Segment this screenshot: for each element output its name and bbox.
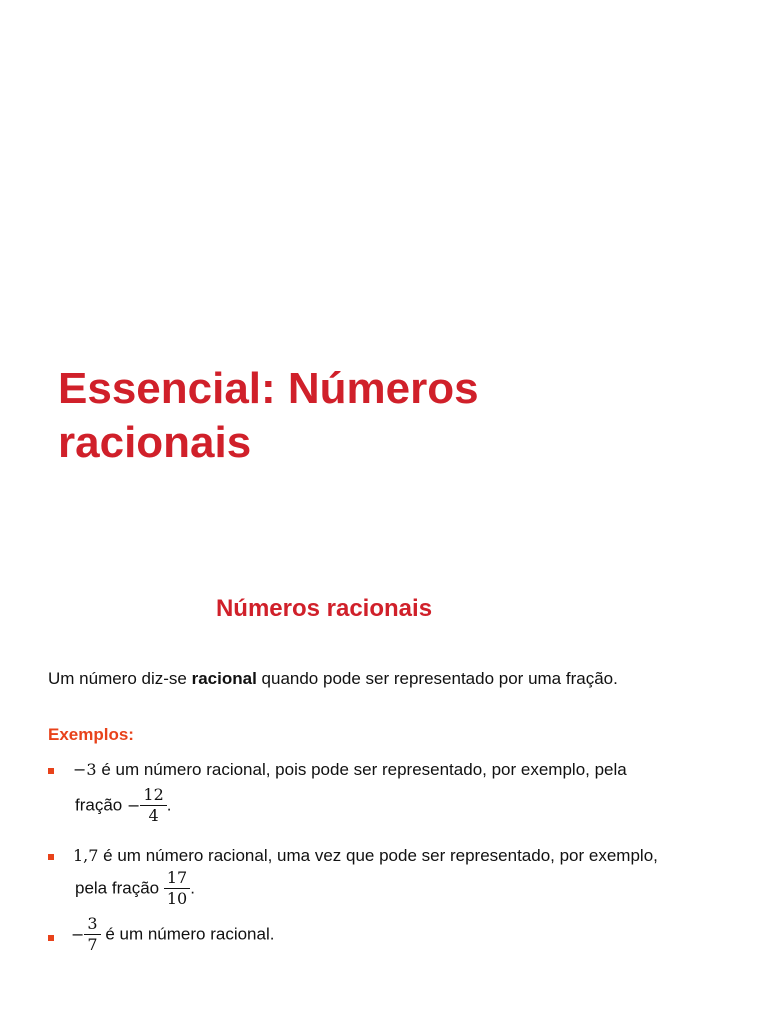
slide-title-line1: Essencial: Números bbox=[58, 364, 479, 413]
example-1-math: −3 bbox=[73, 760, 97, 779]
example-2-line2 bbox=[75, 868, 195, 909]
example-1-line2 bbox=[75, 785, 171, 826]
example-2-text-line2: pela fração bbox=[75, 878, 164, 898]
example-1-end: . bbox=[166, 795, 172, 815]
example-1-fraction-sign: − bbox=[126, 796, 141, 815]
example-1-fraction-denominator: 4 bbox=[148, 806, 159, 825]
example-2-end: . bbox=[190, 878, 195, 898]
example-2-fraction-numerator: 17 bbox=[164, 868, 190, 889]
example-3-fraction bbox=[84, 914, 100, 955]
example-1-text-line1: é um número racional, pois pode ser representado, por exemplo, pela bbox=[96, 760, 627, 779]
example-1-line1 bbox=[73, 760, 627, 780]
example-3-fraction-sign: − bbox=[71, 925, 85, 944]
example-3-text: é um número racional. bbox=[100, 924, 275, 944]
bullet-3 bbox=[48, 935, 54, 941]
definition-before: Um número diz-se bbox=[48, 669, 192, 688]
example-3-fraction-numerator: 3 bbox=[84, 914, 100, 935]
example-2-line1 bbox=[73, 846, 658, 866]
example-2-math: 1,7 bbox=[73, 846, 99, 865]
example-2-fraction-denominator: 10 bbox=[166, 889, 188, 908]
definition-bold-term: racional bbox=[191, 669, 257, 688]
example-1-fraction bbox=[140, 785, 166, 826]
bullet-2 bbox=[48, 854, 54, 860]
example-1-fraction-numerator: 12 bbox=[140, 785, 166, 806]
bullet-1 bbox=[48, 768, 54, 774]
definition-after: quando pode ser representado por uma fração. bbox=[256, 669, 618, 688]
slide-title-line2: racionais bbox=[58, 418, 252, 467]
example-3-fraction-denominator: 7 bbox=[87, 935, 98, 954]
slide-title bbox=[58, 362, 698, 470]
example-3-line bbox=[71, 914, 274, 955]
definition-text bbox=[48, 669, 618, 689]
example-2-fraction bbox=[164, 868, 190, 909]
example-1-text-line2: fração bbox=[75, 795, 127, 815]
examples-label: Exemplos: bbox=[48, 725, 134, 744]
section-heading: Números racionais bbox=[215, 595, 433, 622]
example-2-text-line1: é um número racional, uma vez que pode ser representado, por exemplo, bbox=[98, 846, 658, 865]
